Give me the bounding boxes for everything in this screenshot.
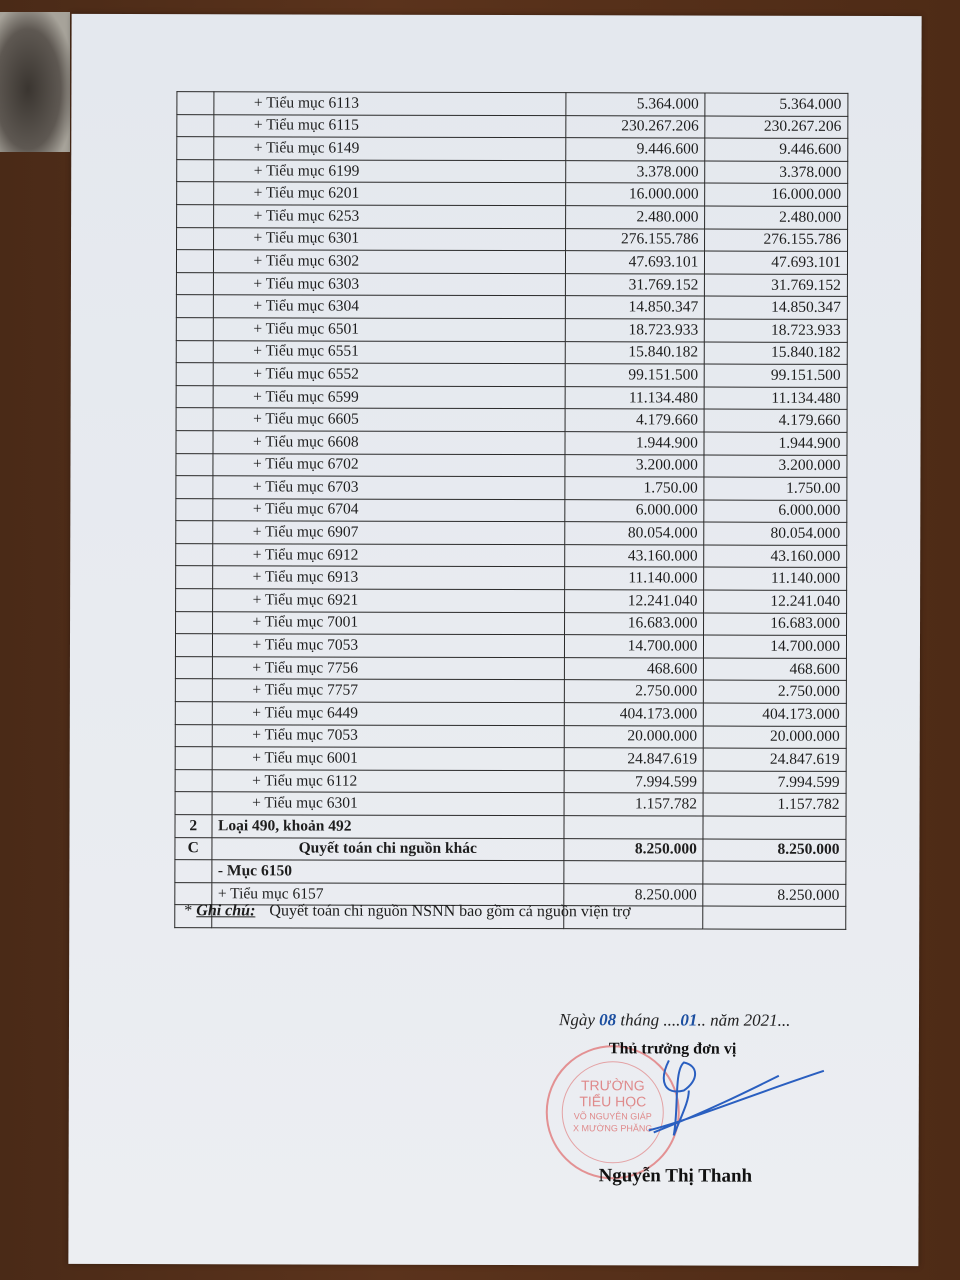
- row-number: [176, 272, 213, 295]
- table-row: [175, 769, 846, 793]
- row-label: + Tiểu mục 6552: [213, 363, 566, 387]
- estimate-value: 20.000.000: [564, 725, 703, 748]
- note-label: Ghi chú:: [196, 902, 256, 920]
- row-number: [176, 408, 213, 431]
- row-label: + Tiểu mục 6304: [213, 295, 566, 319]
- table-row: [177, 137, 848, 161]
- row-number: [176, 318, 213, 341]
- row-number: [177, 227, 214, 250]
- settled-value: [703, 861, 846, 884]
- row-label: + Tiểu mục 6201: [213, 182, 566, 206]
- row-number: [176, 589, 213, 612]
- estimate-value: 16.683.000: [565, 612, 704, 635]
- row-number: [176, 566, 213, 589]
- row-number: C: [175, 837, 212, 860]
- settled-value: 1.750.00: [704, 477, 847, 500]
- settled-value: 14.850.347: [705, 296, 848, 319]
- row-label: + Tiểu mục 7756: [212, 657, 565, 681]
- settled-value: 15.840.182: [705, 342, 848, 365]
- settled-value: 11.140.000: [704, 568, 847, 591]
- row-number: [175, 769, 212, 792]
- row-label: + Tiểu mục 6608: [213, 431, 566, 455]
- table-row: [175, 634, 846, 658]
- table-row: [177, 159, 848, 183]
- row-label: + Tiểu mục 6921: [212, 589, 565, 613]
- row-number: [175, 657, 212, 680]
- table-row: [176, 498, 847, 522]
- estimate-value: 15.840.182: [565, 341, 704, 364]
- settled-value: 4.179.660: [704, 409, 847, 432]
- row-number: [177, 114, 214, 137]
- handwritten-signature: [629, 1050, 829, 1151]
- table-row: [177, 227, 848, 251]
- table-row: [175, 657, 846, 681]
- table-row: [176, 476, 847, 500]
- settled-value: 7.994.599: [704, 771, 847, 794]
- settled-value: 16.683.000: [704, 613, 847, 636]
- estimate-value: 43.160.000: [565, 545, 704, 568]
- row-label: + Tiểu mục 6115: [213, 114, 566, 138]
- signer-name: Nguyễn Thị Thanh: [598, 1165, 753, 1187]
- row-number: [176, 544, 213, 567]
- table-row: [176, 566, 847, 590]
- background-object: [0, 12, 70, 152]
- row-number: [175, 860, 212, 883]
- estimate-value: 11.134.480: [565, 386, 704, 409]
- settled-value: 3.378.000: [705, 161, 848, 184]
- settled-value: 2.750.000: [704, 680, 847, 703]
- row-label: + Tiểu mục 6702: [212, 453, 565, 477]
- row-label: + Tiểu mục 6913: [212, 566, 565, 590]
- table-row: [175, 792, 846, 816]
- settled-value: 14.700.000: [704, 635, 847, 658]
- estimate-value: 2.750.000: [565, 680, 704, 703]
- stamp-line-3: VÕ NGUYÊN GIÁP: [573, 1111, 652, 1122]
- estimate-value: [564, 861, 703, 884]
- row-number: [176, 521, 213, 544]
- table-row: [176, 453, 847, 477]
- row-label: + Tiểu mục 7053: [212, 724, 565, 748]
- row-label: + Tiểu mục 6157: [211, 883, 564, 907]
- table-row: [176, 340, 847, 364]
- row-label: + Tiểu mục 7053: [212, 634, 565, 658]
- date-line: Ngày 08 tháng ....01.. năm 2021...: [558, 1010, 791, 1030]
- settled-value: 18.723.933: [705, 319, 848, 342]
- stamp-line-1: TRƯỜNG: [581, 1077, 645, 1094]
- table-row: [177, 92, 848, 116]
- row-label: Loại 490, khoản 492: [211, 815, 564, 839]
- row-label: + Tiểu mục 6704: [212, 498, 565, 522]
- date-day: 08: [599, 1010, 617, 1030]
- estimate-value: 7.994.599: [564, 770, 703, 793]
- estimate-value: 14.700.000: [565, 635, 704, 658]
- row-label: + Tiểu mục 6912: [212, 544, 565, 568]
- settled-value: 80.054.000: [704, 522, 847, 545]
- row-label: + Tiểu mục 7757: [212, 679, 565, 703]
- table-row: [176, 544, 847, 568]
- settled-value: 99.151.500: [705, 364, 848, 387]
- row-number: [177, 159, 214, 182]
- table-row: [176, 272, 847, 296]
- estimate-value: 4.179.660: [565, 409, 704, 432]
- table-row: [176, 363, 847, 387]
- row-number: [176, 498, 213, 521]
- row-label: + Tiểu mục 6303: [213, 273, 566, 297]
- table-row: [176, 295, 847, 319]
- row-number: [176, 385, 213, 408]
- estimate-value: 8.250.000: [564, 883, 703, 906]
- settled-value: 230.267.206: [705, 116, 848, 139]
- row-label: + Tiểu mục 6199: [213, 160, 566, 184]
- estimate-value: 14.850.347: [566, 296, 705, 319]
- estimate-value: 47.693.101: [566, 251, 705, 274]
- settled-value: 24.847.619: [704, 748, 847, 771]
- table-row: [175, 679, 846, 703]
- settled-value: 8.250.000: [703, 839, 846, 862]
- row-number: [175, 792, 212, 815]
- table-row: [176, 521, 847, 545]
- row-label: + Tiểu mục 6301: [212, 792, 565, 816]
- year-label: năm: [710, 1010, 740, 1030]
- estimate-value: 1.750.00: [565, 477, 704, 500]
- settled-value: 2.480.000: [705, 206, 848, 229]
- settled-value: 47.693.101: [705, 251, 848, 274]
- table-row: [176, 408, 847, 432]
- row-number: [177, 92, 214, 115]
- settled-value: 11.134.480: [705, 387, 848, 410]
- settled-value: [703, 906, 846, 929]
- row-number: [177, 182, 214, 205]
- row-label: + Tiểu mục 6112: [212, 770, 565, 794]
- table-row: [177, 205, 848, 229]
- row-label: + Tiểu mục 6149: [213, 137, 566, 161]
- table-row: [177, 114, 848, 138]
- table-row: [176, 250, 847, 274]
- row-label: + Tiểu mục 6253: [213, 205, 566, 229]
- table-row: [176, 385, 847, 409]
- settled-value: 31.769.152: [705, 274, 848, 297]
- row-number: [175, 679, 212, 702]
- settled-value: 8.250.000: [703, 884, 846, 907]
- table-row: [176, 318, 847, 342]
- date-year: 2021: [743, 1010, 778, 1030]
- settled-value: 468.600: [704, 658, 847, 681]
- date-prefix: Ngày: [558, 1010, 595, 1030]
- table-row: [176, 431, 847, 455]
- table-row: [176, 589, 847, 613]
- estimate-value: 3.378.000: [566, 160, 705, 183]
- estimate-value: 31.769.152: [566, 273, 705, 296]
- row-label: + Tiểu mục 6501: [213, 318, 566, 342]
- row-number: [177, 205, 214, 228]
- settled-value: 12.241.040: [704, 590, 847, 613]
- estimate-value: 276.155.786: [566, 228, 705, 251]
- settled-value: 16.000.000: [705, 183, 848, 206]
- row-number: [175, 702, 212, 725]
- estimate-value: 5.364.000: [566, 93, 705, 116]
- estimate-value: 1.944.900: [565, 432, 704, 455]
- note-prefix: *: [184, 902, 193, 920]
- row-number: [177, 137, 214, 160]
- settled-value: 404.173.000: [704, 703, 847, 726]
- row-label: + Tiểu mục 7001: [212, 611, 565, 635]
- estimate-value: 12.241.040: [565, 590, 704, 613]
- table-row: [175, 724, 846, 748]
- row-label: + Tiểu mục 6551: [213, 340, 566, 364]
- row-label: + Tiểu mục 6001: [212, 747, 565, 771]
- stamp-line-2: TIỂU HỌC: [579, 1093, 647, 1110]
- signer-title: Thủ trưởng đơn vị: [608, 1040, 737, 1058]
- row-number: 2: [175, 815, 212, 838]
- row-number: [175, 634, 212, 657]
- table-row: [175, 860, 846, 884]
- date-month: 01: [680, 1010, 698, 1030]
- estimate-value: 11.140.000: [565, 567, 704, 590]
- row-number: [176, 611, 213, 634]
- settled-value: 1.157.782: [703, 793, 846, 816]
- table-row: [175, 837, 846, 861]
- row-number: [176, 340, 213, 363]
- row-label: - Mục 6150: [211, 860, 564, 884]
- row-label: + Tiểu mục 6605: [213, 408, 566, 432]
- row-label: + Tiểu mục 6301: [213, 227, 566, 251]
- expense-table: [174, 91, 848, 930]
- row-number: [176, 363, 213, 386]
- table-row: [175, 702, 846, 726]
- estimate-value: 1.157.782: [564, 793, 703, 816]
- settled-value: 5.364.000: [705, 93, 848, 116]
- estimate-value: 3.200.000: [565, 454, 704, 477]
- estimate-value: 468.600: [565, 658, 704, 681]
- settled-value: 3.200.000: [704, 455, 847, 478]
- row-number: [176, 250, 213, 273]
- document-page: [68, 14, 921, 1266]
- table-row: [177, 182, 848, 206]
- estimate-value: 24.847.619: [564, 748, 703, 771]
- row-label: + Tiểu mục 6449: [212, 702, 565, 726]
- estimate-value: 99.151.500: [565, 364, 704, 387]
- row-label: + Tiểu mục 6599: [213, 385, 566, 409]
- settled-value: 1.944.900: [704, 432, 847, 455]
- row-number: [175, 724, 212, 747]
- row-number: [175, 747, 212, 770]
- row-label: + Tiểu mục 6907: [212, 521, 565, 545]
- row-number: [176, 295, 213, 318]
- month-label: tháng: [620, 1010, 660, 1030]
- footnote: [184, 902, 630, 921]
- estimate-value: 80.054.000: [565, 522, 704, 545]
- estimate-value: 404.173.000: [564, 703, 703, 726]
- estimate-value: 18.723.933: [565, 319, 704, 342]
- table-row: [175, 815, 846, 839]
- row-label: + Tiểu mục 6113: [213, 92, 566, 116]
- settled-value: 276.155.786: [705, 229, 848, 252]
- note-text: Quyết toán chi nguồn NSNN bao gồm cả nguồn viện trợ: [269, 902, 631, 921]
- estimate-value: 230.267.206: [566, 115, 705, 138]
- estimate-value: 2.480.000: [566, 206, 705, 229]
- row-label: Quyết toán chi nguồn khác: [211, 837, 564, 861]
- row-number: [176, 476, 213, 499]
- settled-value: 20.000.000: [704, 726, 847, 749]
- estimate-value: 9.446.600: [566, 138, 705, 161]
- settled-value: 43.160.000: [704, 545, 847, 568]
- settled-value: 9.446.600: [705, 138, 848, 161]
- estimate-value: 16.000.000: [566, 183, 705, 206]
- estimate-value: 8.250.000: [564, 838, 703, 861]
- settled-value: [703, 816, 846, 839]
- estimate-value: 6.000.000: [565, 499, 704, 522]
- settled-value: 6.000.000: [704, 500, 847, 523]
- row-label: + Tiểu mục 6302: [213, 250, 566, 274]
- estimate-value: [564, 816, 703, 839]
- row-label: + Tiểu mục 6703: [212, 476, 565, 500]
- table-row: [175, 747, 846, 771]
- row-number: [176, 431, 213, 454]
- row-number: [176, 453, 213, 476]
- stamp-line-4: X MƯỜNG PHĂNG: [572, 1123, 653, 1134]
- table-row: [176, 611, 847, 635]
